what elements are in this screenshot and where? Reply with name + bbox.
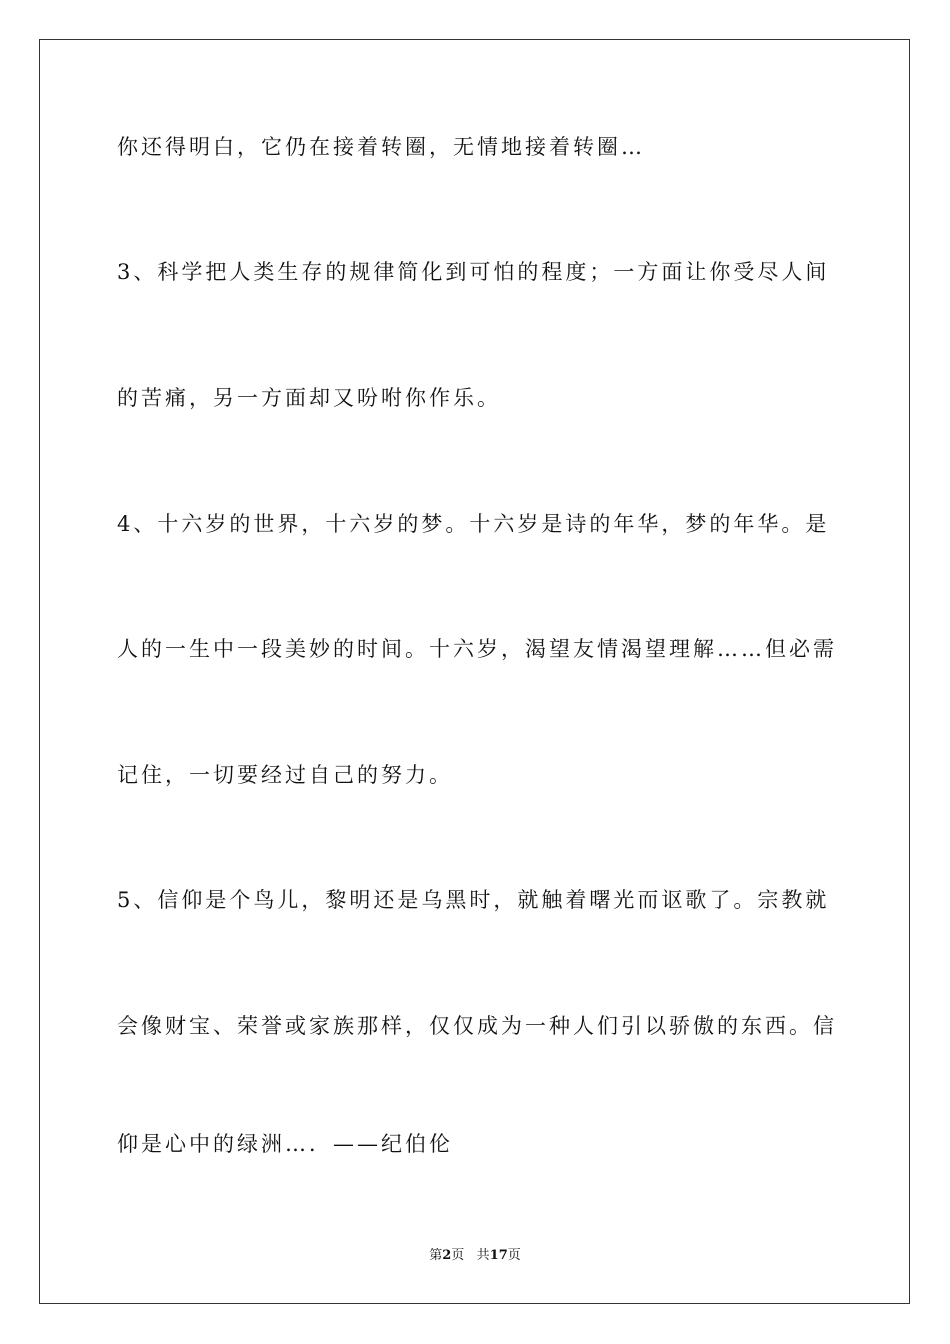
total-pages: 17 [489,1248,508,1263]
body-line-7: 5、信仰是个鸟儿，黎明还是乌黑时，就触着曙光而讴歌了。宗教就 [117,888,830,912]
total-prefix: 共 [476,1248,490,1263]
body-line-1: 你还得明白，它仍在接着转圈，无情地接着转圈… [117,135,645,159]
body-line-9: 仰是心中的绿洲…．——纪伯伦 [117,1132,453,1156]
body-line-5: 人的一生中一段美妙的时间。十六岁，渴望友情渴望理解……但必需 [117,637,837,661]
body-line-6: 记住，一切要经过自己的努力。 [117,763,453,787]
body-line-4: 4、十六岁的世界，十六岁的梦。十六岁是诗的年华，梦的年华。是 [117,512,830,536]
body-line-8: 会像财宝、荣誉或家族那样，仅仅成为一种人们引以骄傲的东西。信 [117,1014,837,1038]
page-number: 2 [442,1248,452,1263]
page-prefix: 第 [429,1248,443,1263]
body-line-2: 3、科学把人类生存的规律简化到可怕的程度；一方面让你受尽人间 [117,260,830,284]
page-footer [0,1248,950,1264]
body-line-3: 的苦痛，另一方面却又吩咐你作乐。 [117,386,501,410]
page-border [39,39,910,1304]
total-suffix: 页 [507,1248,521,1263]
page-suffix: 页 [451,1248,465,1263]
